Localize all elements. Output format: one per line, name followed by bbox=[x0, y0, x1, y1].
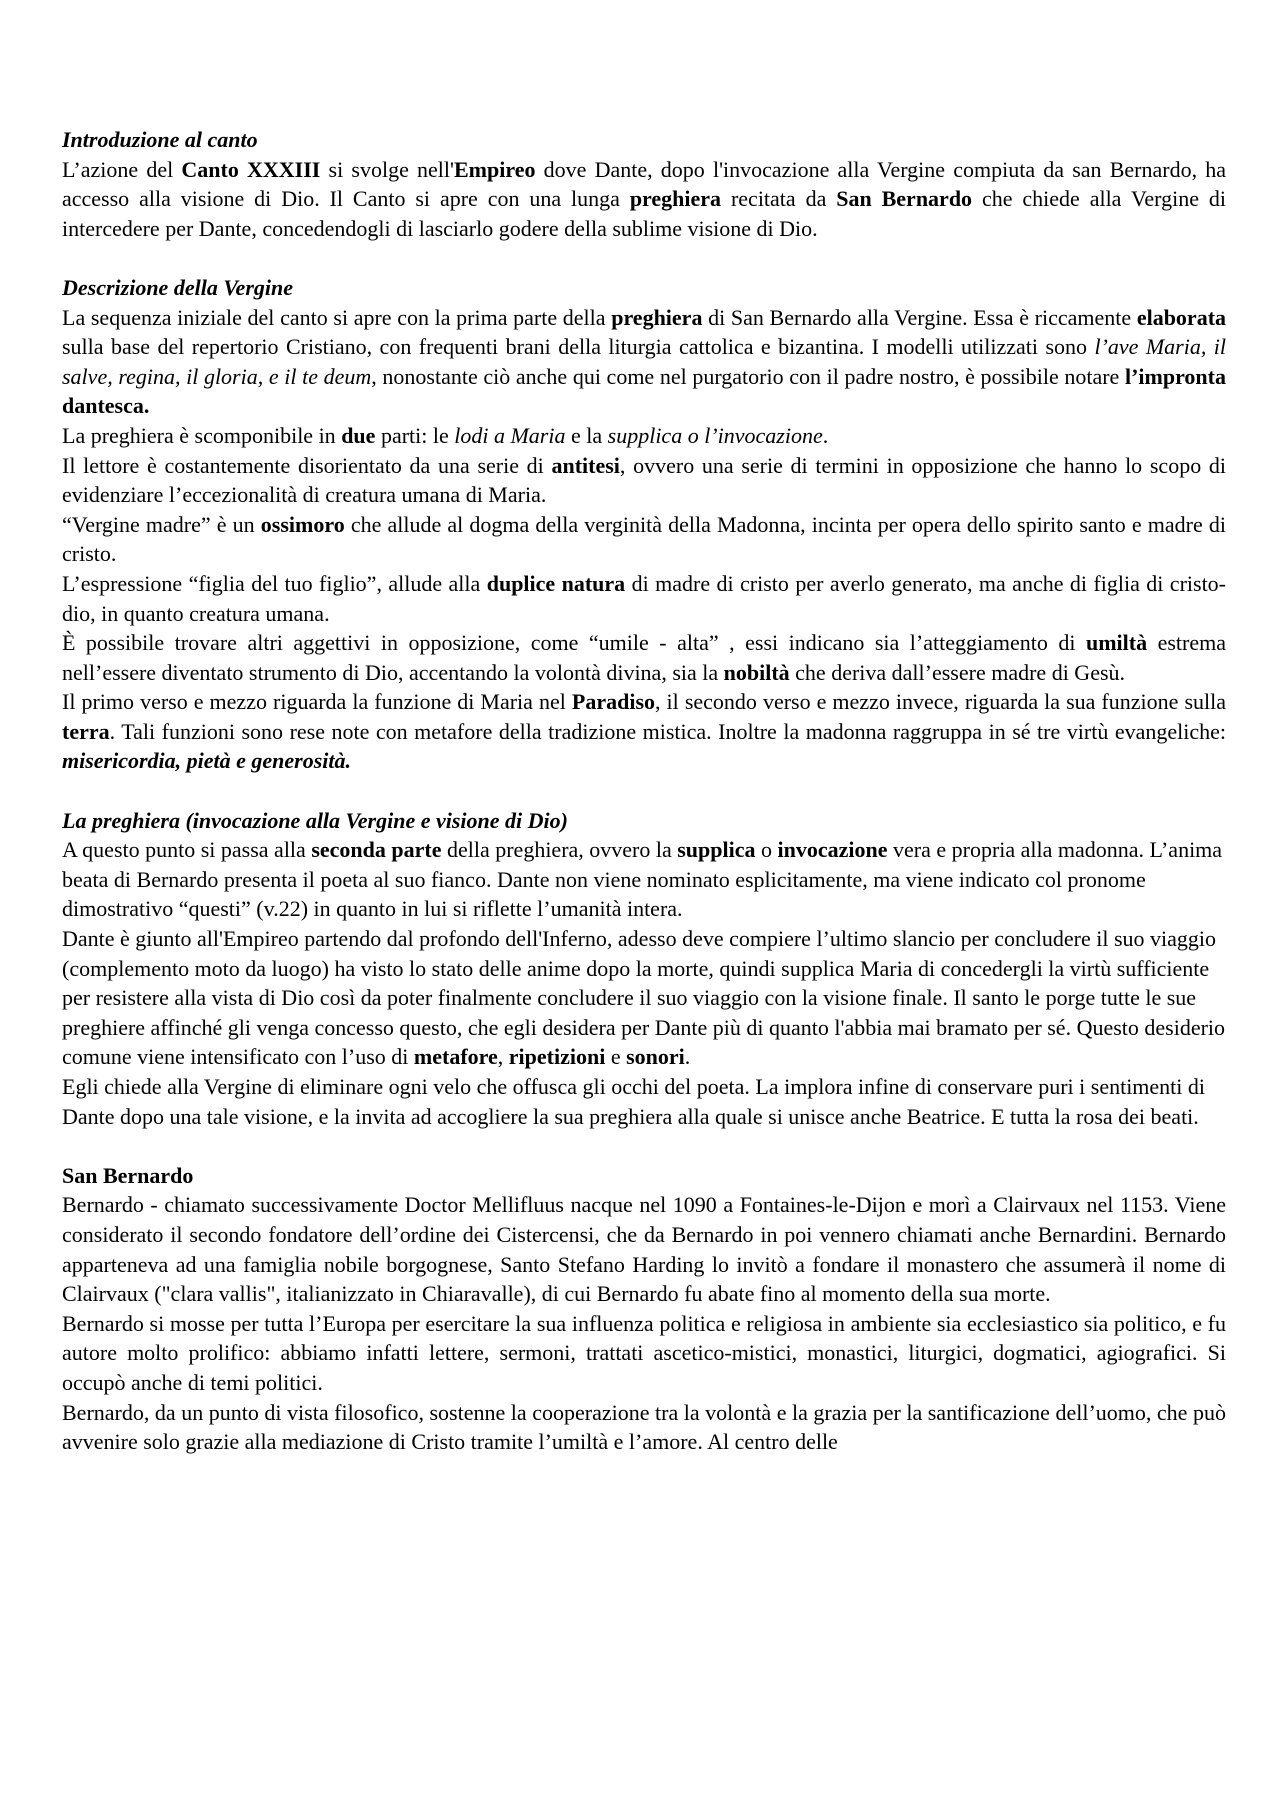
text-run: Il primo verso e mezzo riguarda la funzione di Maria nel bbox=[62, 689, 572, 715]
italic-text: l’ave Maria, il salve, regina, il gloria, e il te deum bbox=[62, 334, 1226, 389]
text-run: Dante è giunto all'Empireo partendo dal profondo dell'Inferno, adesso deve compiere l’ultimo slancio per concludere il suo viaggio (complemento moto da luogo) ha visto lo stato delle anime dopo la morte, quindi supplica Maria di concedergli la virtù sufficiente per resistere alla vista di Dio così da poter finalmente concludere il suo viaggio con la visione finale. Il santo le porge tutte le sue preghiere affinché gli venga concesso questo, che egli desidera per Dante più di quanto l'abbia mai bramato per sé. Questo desiderio comune viene intensificato con l’uso di bbox=[62, 926, 1226, 1070]
paragraph bbox=[62, 687, 1226, 776]
text-run: recitata da bbox=[721, 186, 837, 212]
paragraph bbox=[62, 1072, 1226, 1131]
text-run: di madre di cristo per averlo generato, ma anche di figlia di cristo-dio, in quanto creatura umana. bbox=[62, 570, 1227, 626]
paragraph bbox=[62, 1190, 1226, 1308]
bold-text: nobiltà bbox=[723, 659, 790, 685]
paragraph bbox=[62, 924, 1226, 1072]
text-run: È possibile trovare altri aggettivi in opposizione, come “umile - alta” , essi indicano sia l’atteggiamento di bbox=[62, 630, 1086, 656]
text-run: di San Bernardo alla Vergine. Essa è riccamente bbox=[702, 304, 1137, 330]
bold-text: sonori bbox=[626, 1044, 685, 1070]
text-run: , il secondo verso e mezzo invece, riguarda la sua funzione sulla bbox=[655, 689, 1226, 715]
text-run: Bernardo si mosse per tutta l’Europa per esercitare la sua influenza politica e religiosa in ambiente sia ecclesiastico sia politico, e fu autore molto prolifico: abbiamo infatti lettere, sermoni, trattati ascetico-mistici, monastici, liturgici, dogmatici, agiografici. Si occupò anche di temi politici. bbox=[62, 1310, 1226, 1395]
paragraph bbox=[62, 569, 1226, 628]
text-run: della preghiera, ovvero la bbox=[441, 837, 678, 863]
bold-text: antitesi bbox=[551, 452, 620, 478]
text-run: , bbox=[497, 1044, 509, 1070]
text-run: Bernardo - chiamato successivamente Doctor Mellifluus nacque nel 1090 a Fontaines-le-Dijon e morì a Clairvaux nel 1153. Viene considerato il secondo fondatore dell’ordine dei Cistercensi, che da Bernardo in poi vennero chiamati anche Bernardini. Bernardo apparteneva ad una famiglia nobile borgognese, Santo Stefano Harding lo invitò a fondare il monastero che assumerà il nome di Clairvaux ("clara vallis", italianizzato in Chiaravalle), di cui Bernardo fu abate fino al momento della sua morte. bbox=[62, 1192, 1226, 1307]
bold-text: ossimoro bbox=[260, 511, 345, 537]
emphasis-text: misericordia, pietà e generosità. bbox=[62, 748, 352, 774]
paragraph bbox=[62, 1309, 1226, 1398]
text-run: Bernardo, da un punto di vista filosofico, sostenne la cooperazione tra la volontà e la grazia per la santificazione dell’uomo, che può avvenire solo grazie alla mediazione di Cristo tramite l’umiltà e l’amore. Al centro delle bbox=[62, 1399, 1226, 1455]
bold-text: metafore bbox=[413, 1044, 498, 1070]
text-run: La preghiera è scomponibile in bbox=[62, 422, 342, 448]
text-run: parti: le bbox=[375, 422, 455, 448]
bold-text: Empireo bbox=[453, 156, 536, 182]
bold-text: preghiera bbox=[611, 304, 703, 330]
text-run: che deriva dall’essere madre di Gesù. bbox=[789, 659, 1126, 685]
paragraph bbox=[62, 628, 1226, 687]
document-page bbox=[62, 125, 1226, 1457]
text-run: . Tali funzioni sono rese note con metafore della tradizione mistica. Inoltre la madonna raggruppa in sé tre virtù evangeliche: bbox=[109, 718, 1226, 744]
text-run: “Vergine madre” è un bbox=[62, 511, 261, 537]
bold-text: seconda parte bbox=[311, 837, 442, 863]
bold-text: elaborata bbox=[1136, 304, 1227, 330]
text-run: L’espressione “figlia del tuo figlio”, allude alla bbox=[62, 570, 487, 596]
bold-text: terra bbox=[62, 718, 110, 744]
section-body bbox=[62, 303, 1226, 777]
paragraph bbox=[62, 1398, 1226, 1457]
italic-text: supplica o l’invocazione bbox=[607, 422, 823, 448]
bold-text: ripetizioni bbox=[508, 1044, 606, 1070]
bold-text: Paradiso bbox=[571, 689, 656, 715]
text-run: A questo punto si passa alla bbox=[62, 837, 312, 863]
text-run: che chiede alla Vergine di intercedere per Dante, concedendogli di lasciarlo godere della sublime visione di Dio. bbox=[62, 186, 1226, 241]
bold-text: due bbox=[341, 422, 376, 448]
text-run: L’azione del bbox=[62, 156, 182, 182]
text-run: La sequenza iniziale del canto si apre con la prima parte della bbox=[62, 304, 612, 330]
text-run: , nonostante ciò anche qui come nel purgatorio con il padre nostro, è possibile notare bbox=[371, 363, 1125, 389]
text-run: . bbox=[822, 422, 829, 448]
text-run: Il lettore è costantemente disorientato da una serie di bbox=[62, 452, 552, 478]
paragraph bbox=[62, 303, 1226, 421]
text-run: estrema nell’essere diventato strumento di Dio, accentando la volontà divina, sia la bbox=[62, 630, 1226, 685]
bold-text: preghiera bbox=[629, 186, 722, 212]
section-body bbox=[62, 835, 1226, 1131]
section-introduzione bbox=[62, 125, 1226, 243]
section-heading: Descrizione della Vergine bbox=[62, 274, 293, 300]
text-run: sulla base del repertorio Cristiano, con frequenti brani della liturgia cattolica e bizantina. I modelli utilizzati sono bbox=[62, 334, 1095, 360]
italic-text: lodi a Maria bbox=[454, 422, 566, 448]
text-run: . bbox=[684, 1044, 691, 1070]
paragraph bbox=[62, 421, 1226, 451]
text-run: che allude al dogma della verginità della Madonna, incinta per opera dello spirito santo e madre di cristo. bbox=[62, 511, 1226, 567]
text-run: si svolge nell' bbox=[320, 156, 454, 182]
bold-text: umiltà bbox=[1085, 630, 1148, 656]
bold-text: San Bernardo bbox=[836, 186, 973, 212]
section-heading: Introduzione al canto bbox=[62, 127, 258, 152]
text-run: e bbox=[605, 1044, 627, 1070]
section-body bbox=[62, 1190, 1226, 1456]
text-run: dove Dante, dopo l'invocazione alla Vergine compiuta da san Bernardo, ha accesso alla visione di Dio. Il Canto si apre con una lunga bbox=[62, 156, 1227, 212]
text-run: vera e propria alla madonna. L’anima beata di Bernardo presenta il poeta al suo fianco. Dante non viene nominato esplicitamente, ma viene indicato col pronome dimostrativo “questi” (v.22) in quanto in lui si riflette l’umanità intera. bbox=[62, 837, 1223, 922]
section-heading: San Bernardo bbox=[62, 1162, 194, 1188]
bold-text: duplice natura bbox=[486, 570, 626, 596]
text-run: , ovvero una serie di termini in opposizione che hanno lo scopo di evidenziare l’eccezionalità di creatura umana di Maria. bbox=[62, 452, 1226, 508]
paragraph bbox=[62, 155, 1226, 244]
paragraph bbox=[62, 510, 1226, 569]
section-preghiera bbox=[62, 806, 1226, 1132]
section-body bbox=[62, 155, 1226, 244]
bold-text: l’impronta dantesca. bbox=[62, 363, 1226, 419]
bold-text: supplica bbox=[677, 837, 756, 863]
text-run: Egli chiede alla Vergine di eliminare ogni velo che offusca gli occhi del poeta. La implora infine di conservare puri i sentimenti di Dante dopo una tale visione, e la invita ad accogliere la sua preghiera alla quale si unisce anche Beatrice. E tutta la rosa dei beati. bbox=[62, 1074, 1206, 1129]
section-descrizione-vergine bbox=[62, 273, 1226, 776]
paragraph bbox=[62, 451, 1226, 510]
section-heading: La preghiera (invocazione alla Vergine e visione di Dio) bbox=[62, 807, 568, 833]
text-run: e la bbox=[565, 422, 608, 448]
text-run: o bbox=[755, 837, 778, 863]
bold-italic-run bbox=[62, 748, 351, 773]
bold-text: Canto XXXIII bbox=[181, 156, 321, 182]
paragraph bbox=[62, 835, 1226, 924]
section-san-bernardo bbox=[62, 1161, 1226, 1457]
bold-text: invocazione bbox=[777, 837, 888, 863]
